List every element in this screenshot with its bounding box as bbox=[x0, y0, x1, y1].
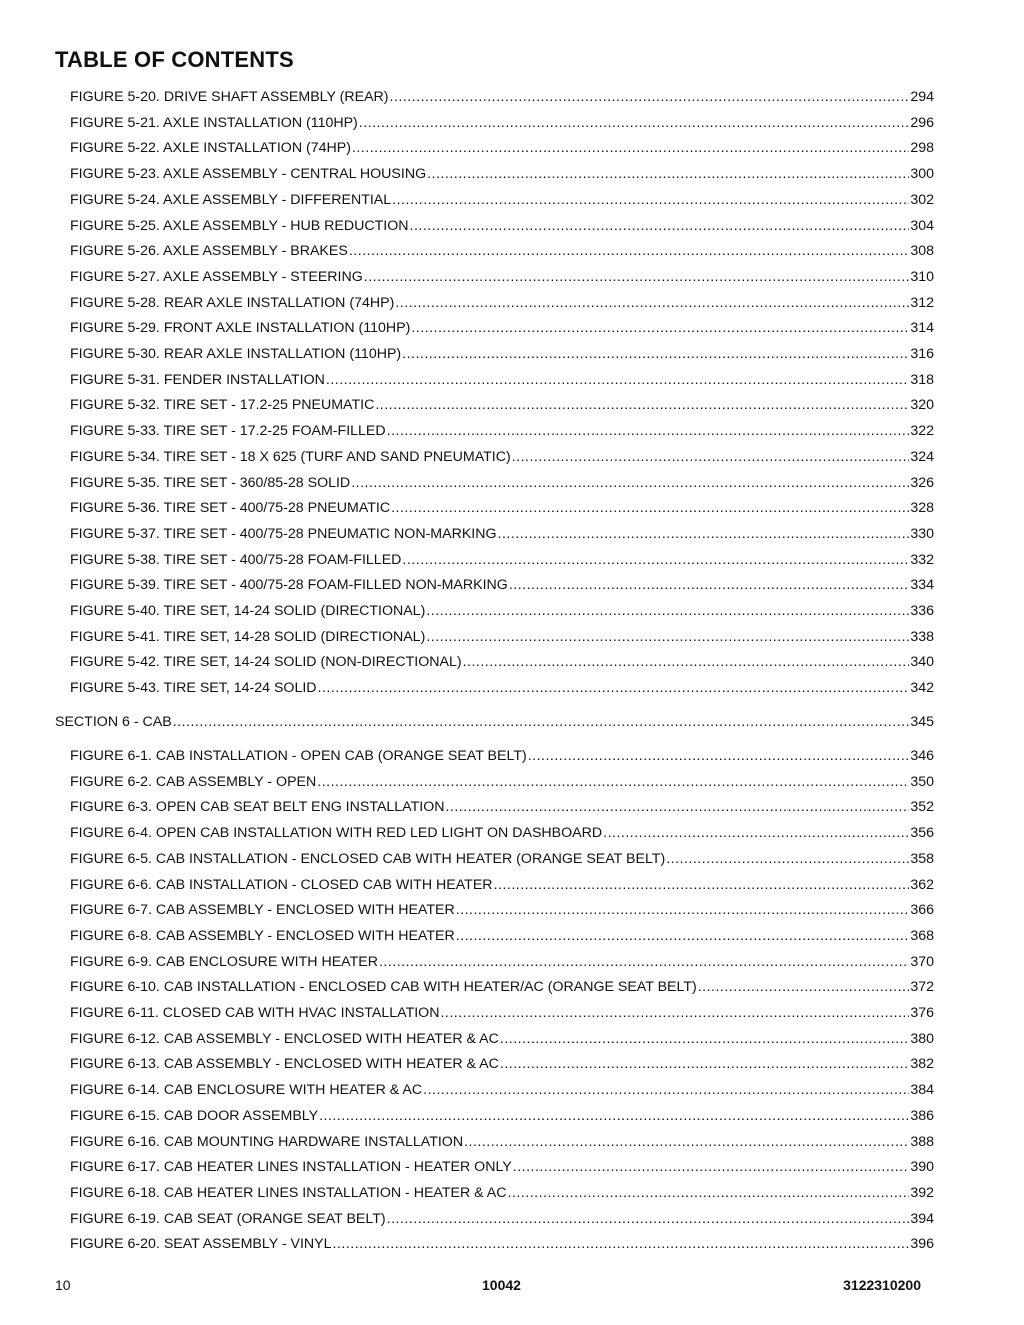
toc-leader-dots bbox=[426, 602, 909, 620]
toc-entry-page: 314 bbox=[910, 320, 934, 337]
toc-entry-page: 320 bbox=[910, 397, 934, 414]
toc-entry[interactable] bbox=[70, 242, 934, 260]
toc-entry[interactable] bbox=[70, 1210, 934, 1228]
toc-leader-dots bbox=[387, 422, 910, 440]
toc-entry-page: 328 bbox=[910, 500, 934, 517]
toc-leader-dots bbox=[698, 978, 910, 996]
toc-entry[interactable] bbox=[70, 1081, 934, 1099]
toc-entry-label: FIGURE 5-24. AXLE ASSEMBLY - DIFFERENTIAL bbox=[70, 191, 392, 208]
toc-entry-page: 304 bbox=[910, 217, 934, 234]
toc-entry-page: 394 bbox=[910, 1210, 934, 1227]
toc-entry-label: FIGURE 6-19. CAB SEAT (ORANGE SEAT BELT) bbox=[70, 1210, 386, 1227]
toc-entry-page: 372 bbox=[910, 979, 934, 996]
toc-entry[interactable] bbox=[70, 499, 934, 517]
toc-entry-label: FIGURE 5-28. REAR AXLE INSTALLATION (74HP) bbox=[70, 294, 395, 311]
toc-entry-label: FIGURE 6-1. CAB INSTALLATION - OPEN CAB (ORANGE SEAT BELT) bbox=[70, 748, 527, 764]
toc-leader-dots bbox=[392, 191, 909, 209]
toc-leader-dots bbox=[390, 88, 910, 106]
toc-entry-page: 294 bbox=[910, 89, 934, 105]
toc-entry-page: 342 bbox=[910, 680, 934, 697]
toc-entry-page: 362 bbox=[910, 876, 934, 893]
toc-entry-page: 298 bbox=[910, 140, 934, 157]
toc-entry-page: 346 bbox=[910, 748, 934, 764]
toc-entry-page: 334 bbox=[910, 577, 934, 594]
toc-entry-label: FIGURE 5-25. AXLE ASSEMBLY - HUB REDUCTION bbox=[70, 217, 409, 234]
toc-entry[interactable] bbox=[70, 345, 934, 363]
toc-entry[interactable] bbox=[70, 653, 934, 671]
toc-entry[interactable] bbox=[70, 927, 934, 945]
toc-leader-dots bbox=[500, 1055, 909, 1073]
toc-entry[interactable] bbox=[70, 798, 934, 816]
toc-entry[interactable] bbox=[70, 139, 934, 157]
toc-leader-dots bbox=[379, 953, 909, 971]
toc-entry-page: 338 bbox=[910, 628, 934, 645]
footer-doc-code: 10042 bbox=[482, 1277, 521, 1293]
toc-entry-page: 326 bbox=[910, 474, 934, 491]
toc-leader-dots bbox=[326, 371, 909, 389]
toc-entry[interactable] bbox=[70, 747, 934, 765]
toc-entry-page: 300 bbox=[910, 166, 934, 183]
toc-entry[interactable] bbox=[70, 773, 934, 791]
toc-entry-label: FIGURE 5-37. TIRE SET - 400/75-28 PNEUMATIC NON-MARKING bbox=[70, 525, 497, 542]
toc-leader-dots bbox=[333, 1235, 910, 1253]
toc-entry-label: FIGURE 6-7. CAB ASSEMBLY - ENCLOSED WITH HEATER bbox=[70, 902, 455, 919]
toc-entry-label: FIGURE 6-3. OPEN CAB SEAT BELT ENG INSTALLATION bbox=[70, 799, 445, 816]
toc-entry-label: FIGURE 6-18. CAB HEATER LINES INSTALLATION - HEATER & AC bbox=[70, 1184, 507, 1201]
toc-entry-page: 358 bbox=[910, 850, 934, 867]
toc-leader-dots bbox=[173, 713, 910, 731]
toc-entry-page: 384 bbox=[910, 1082, 934, 1099]
toc-leader-dots bbox=[364, 268, 910, 286]
toc-entry-label: FIGURE 5-34. TIRE SET - 18 X 625 (TURF AND SAND PNEUMATIC) bbox=[70, 448, 511, 465]
toc-entry-label: FIGURE 6-17. CAB HEATER LINES INSTALLATION - HEATER ONLY bbox=[70, 1159, 512, 1176]
toc-entry-page: 390 bbox=[910, 1159, 934, 1176]
toc-entry-page: 308 bbox=[910, 243, 934, 260]
toc-entry-label: FIGURE 5-21. AXLE INSTALLATION (110HP) bbox=[70, 114, 358, 131]
toc-entry-label: FIGURE 6-14. CAB ENCLOSURE WITH HEATER & AC bbox=[70, 1082, 423, 1099]
toc-leader-dots bbox=[427, 165, 909, 183]
toc-entry-label: FIGURE 5-43. TIRE SET, 14-24 SOLID bbox=[70, 680, 317, 697]
toc-leader-dots bbox=[456, 927, 910, 945]
toc-leader-dots bbox=[317, 773, 909, 791]
toc-leader-dots bbox=[423, 1081, 909, 1099]
toc-leader-dots bbox=[410, 217, 910, 235]
toc-entry[interactable] bbox=[70, 628, 934, 646]
toc-leader-dots bbox=[352, 139, 909, 157]
toc-entry-page: 332 bbox=[910, 551, 934, 568]
toc-leader-dots bbox=[513, 1158, 910, 1176]
toc-leader-dots bbox=[387, 1210, 910, 1228]
toc-entry-page: 336 bbox=[910, 603, 934, 619]
toc-entry-label: SECTION 6 - CAB bbox=[55, 714, 172, 730]
toc-entry-page: 356 bbox=[910, 825, 934, 842]
toc-entry-label: FIGURE 5-23. AXLE ASSEMBLY - CENTRAL HOUSING bbox=[70, 166, 427, 183]
toc-entry[interactable] bbox=[70, 824, 934, 842]
toc-entry-label: FIGURE 5-27. AXLE ASSEMBLY - STEERING bbox=[70, 268, 363, 285]
toc-entry-label: FIGURE 6-11. CLOSED CAB WITH HVAC INSTALLATION bbox=[70, 1005, 440, 1021]
toc-leader-dots bbox=[528, 747, 910, 765]
toc-entry-label: FIGURE 5-40. TIRE SET, 14-24 SOLID (DIRECTIONAL) bbox=[70, 603, 426, 619]
toc-entry-label: FIGURE 6-5. CAB INSTALLATION - ENCLOSED CAB WITH HEATER (ORANGE SEAT BELT) bbox=[70, 850, 666, 867]
toc-leader-dots bbox=[464, 1133, 909, 1151]
toc-entry-label: FIGURE 5-29. FRONT AXLE INSTALLATION (110HP) bbox=[70, 320, 411, 337]
toc-entry-label: FIGURE 6-4. OPEN CAB INSTALLATION WITH RED LED LIGHT ON DASHBOARD bbox=[70, 825, 603, 842]
toc-entry-page: 388 bbox=[910, 1133, 934, 1150]
toc-leader-dots bbox=[395, 294, 909, 312]
toc-entry-label: FIGURE 6-15. CAB DOOR ASSEMBLY bbox=[70, 1107, 319, 1124]
toc-leader-dots bbox=[440, 1004, 909, 1022]
toc-entry[interactable] bbox=[70, 1133, 934, 1151]
footer-part-number: 3122310200 bbox=[843, 1277, 921, 1293]
toc-entry[interactable] bbox=[70, 1107, 934, 1125]
toc-leader-dots bbox=[351, 474, 909, 492]
toc-leader-dots bbox=[402, 551, 909, 569]
toc-entry-label: FIGURE 5-30. REAR AXLE INSTALLATION (110HP) bbox=[70, 346, 402, 362]
toc-entry-label: FIGURE 5-36. TIRE SET - 400/75-28 PNEUMATIC bbox=[70, 500, 391, 517]
toc-entry-label: FIGURE 6-20. SEAT ASSEMBLY - VINYL bbox=[70, 1236, 332, 1253]
toc-entry-label: FIGURE 5-35. TIRE SET - 360/85-28 SOLID bbox=[70, 474, 351, 491]
toc-entry-page: 318 bbox=[910, 371, 934, 388]
toc-entry-label: FIGURE 5-31. FENDER INSTALLATION bbox=[70, 371, 325, 388]
toc-entry-label: FIGURE 5-26. AXLE ASSEMBLY - BRAKES bbox=[70, 243, 348, 260]
toc-entry-label: FIGURE 5-39. TIRE SET - 400/75-28 FOAM-FILLED NON-MARKING bbox=[70, 577, 508, 594]
toc-leader-dots bbox=[318, 679, 910, 697]
toc-entry-label: FIGURE 5-33. TIRE SET - 17.2-25 FOAM-FILLED bbox=[70, 423, 386, 440]
toc-entry[interactable] bbox=[70, 217, 934, 235]
toc-entry[interactable] bbox=[70, 1030, 934, 1048]
toc-entry-page: 322 bbox=[910, 423, 934, 440]
toc-entry-page: 296 bbox=[910, 114, 934, 131]
toc-entry[interactable] bbox=[70, 978, 934, 996]
toc-entry-page: 380 bbox=[910, 1030, 934, 1047]
toc-entry[interactable] bbox=[70, 1055, 934, 1073]
toc-entry[interactable] bbox=[70, 602, 934, 620]
toc-entry-page: 366 bbox=[910, 902, 934, 919]
toc-entry[interactable] bbox=[70, 191, 934, 209]
toc-entry-page: 302 bbox=[910, 191, 934, 208]
toc-entry-label: FIGURE 6-8. CAB ASSEMBLY - ENCLOSED WITH HEATER bbox=[70, 927, 455, 944]
page-title: TABLE OF CONTENTS bbox=[55, 47, 294, 72]
toc-leader-dots bbox=[498, 525, 910, 543]
toc-entry-label: FIGURE 6-9. CAB ENCLOSURE WITH HEATER bbox=[70, 953, 378, 970]
toc-entry[interactable] bbox=[70, 165, 934, 183]
footer-page-number: 10 bbox=[55, 1277, 71, 1293]
toc-entry[interactable] bbox=[70, 679, 934, 697]
toc-entry[interactable] bbox=[70, 1235, 934, 1253]
page-footer bbox=[0, 1277, 1024, 1297]
toc-leader-dots bbox=[509, 576, 910, 594]
toc-leader-dots bbox=[494, 876, 910, 894]
toc-entry-label: FIGURE 5-42. TIRE SET, 14-24 SOLID (NON-DIRECTIONAL) bbox=[70, 654, 462, 671]
toc-entry-label: FIGURE 6-10. CAB INSTALLATION - ENCLOSED CAB WITH HEATER/AC (ORANGE SEAT BELT) bbox=[70, 979, 697, 996]
toc-entry-label: FIGURE 5-22. AXLE INSTALLATION (74HP) bbox=[70, 140, 351, 157]
toc-entry-page: 330 bbox=[910, 525, 934, 542]
toc-leader-dots bbox=[426, 628, 909, 646]
toc-entry-label: FIGURE 6-16. CAB MOUNTING HARDWARE INSTALLATION bbox=[70, 1133, 464, 1150]
toc-entry[interactable] bbox=[70, 876, 934, 894]
toc-entry[interactable] bbox=[70, 448, 934, 466]
toc-entry[interactable] bbox=[70, 319, 934, 337]
toc-entry-page: 376 bbox=[910, 1005, 934, 1021]
toc-leader-dots bbox=[391, 499, 909, 517]
toc-leader-dots bbox=[512, 448, 910, 466]
toc-leader-dots bbox=[508, 1184, 910, 1202]
toc-entry-page: 345 bbox=[910, 714, 934, 730]
toc-entry[interactable] bbox=[70, 294, 934, 312]
toc-entry-label: FIGURE 5-20. DRIVE SHAFT ASSEMBLY (REAR) bbox=[70, 89, 389, 105]
toc-leader-dots bbox=[463, 653, 910, 671]
toc-entry-label: FIGURE 5-41. TIRE SET, 14-28 SOLID (DIRECTIONAL) bbox=[70, 628, 426, 645]
toc-entry[interactable] bbox=[70, 474, 934, 492]
toc-leader-dots bbox=[456, 901, 910, 919]
toc-entry[interactable] bbox=[70, 1004, 934, 1022]
toc-entry-label: FIGURE 6-13. CAB ASSEMBLY - ENCLOSED WITH HEATER & AC bbox=[70, 1056, 499, 1073]
toc-entry[interactable] bbox=[70, 422, 934, 440]
toc-entry[interactable] bbox=[70, 114, 934, 132]
toc-entry[interactable] bbox=[70, 396, 934, 414]
toc-entry[interactable] bbox=[70, 1158, 934, 1176]
toc-entry-page: 396 bbox=[910, 1236, 934, 1253]
toc-entry-page: 310 bbox=[910, 268, 934, 285]
toc-leader-dots bbox=[359, 114, 910, 132]
toc-entry-page: 370 bbox=[910, 953, 934, 970]
toc-entry-page: 382 bbox=[910, 1056, 934, 1073]
toc-entry-page: 368 bbox=[910, 927, 934, 944]
toc-entry[interactable] bbox=[70, 850, 934, 868]
toc-entry[interactable] bbox=[70, 371, 934, 389]
toc-entry[interactable] bbox=[70, 953, 934, 971]
toc-entry-page: 316 bbox=[910, 346, 934, 362]
toc-leader-dots bbox=[666, 850, 909, 868]
toc-entry-label: FIGURE 6-6. CAB INSTALLATION - CLOSED CAB WITH HEATER bbox=[70, 876, 493, 893]
toc-leader-dots bbox=[411, 319, 909, 337]
toc-section-entry[interactable] bbox=[55, 713, 934, 731]
toc-entry-page: 392 bbox=[910, 1184, 934, 1201]
toc-entry[interactable] bbox=[70, 576, 934, 594]
toc-entry[interactable] bbox=[70, 525, 934, 543]
toc-leader-dots bbox=[445, 798, 909, 816]
toc-entry-label: FIGURE 6-2. CAB ASSEMBLY - OPEN bbox=[70, 773, 317, 790]
toc-entry-label: FIGURE 5-32. TIRE SET - 17.2-25 PNEUMATIC bbox=[70, 397, 375, 414]
toc-leader-dots bbox=[603, 824, 909, 842]
toc-entry[interactable] bbox=[70, 88, 934, 106]
toc-leader-dots bbox=[402, 345, 909, 363]
toc-entry[interactable] bbox=[70, 1184, 934, 1202]
toc-entry-page: 312 bbox=[910, 294, 934, 311]
toc-entry-page: 352 bbox=[910, 799, 934, 816]
toc-leader-dots bbox=[375, 396, 909, 414]
toc-entry[interactable] bbox=[70, 551, 934, 569]
toc-entry-label: FIGURE 6-12. CAB ASSEMBLY - ENCLOSED WITH HEATER & AC bbox=[70, 1030, 499, 1047]
toc-entry-page: 340 bbox=[910, 654, 934, 671]
toc-entry-label: FIGURE 5-38. TIRE SET - 400/75-28 FOAM-FILLED bbox=[70, 551, 402, 568]
toc-leader-dots bbox=[319, 1107, 909, 1125]
toc-leader-dots bbox=[349, 242, 910, 260]
toc-leader-dots bbox=[500, 1030, 909, 1048]
toc-entry-page: 324 bbox=[910, 448, 934, 465]
toc-entry[interactable] bbox=[70, 901, 934, 919]
toc-entry[interactable] bbox=[70, 268, 934, 286]
toc-entry-page: 386 bbox=[910, 1107, 934, 1124]
toc-entry-page: 350 bbox=[910, 773, 934, 790]
